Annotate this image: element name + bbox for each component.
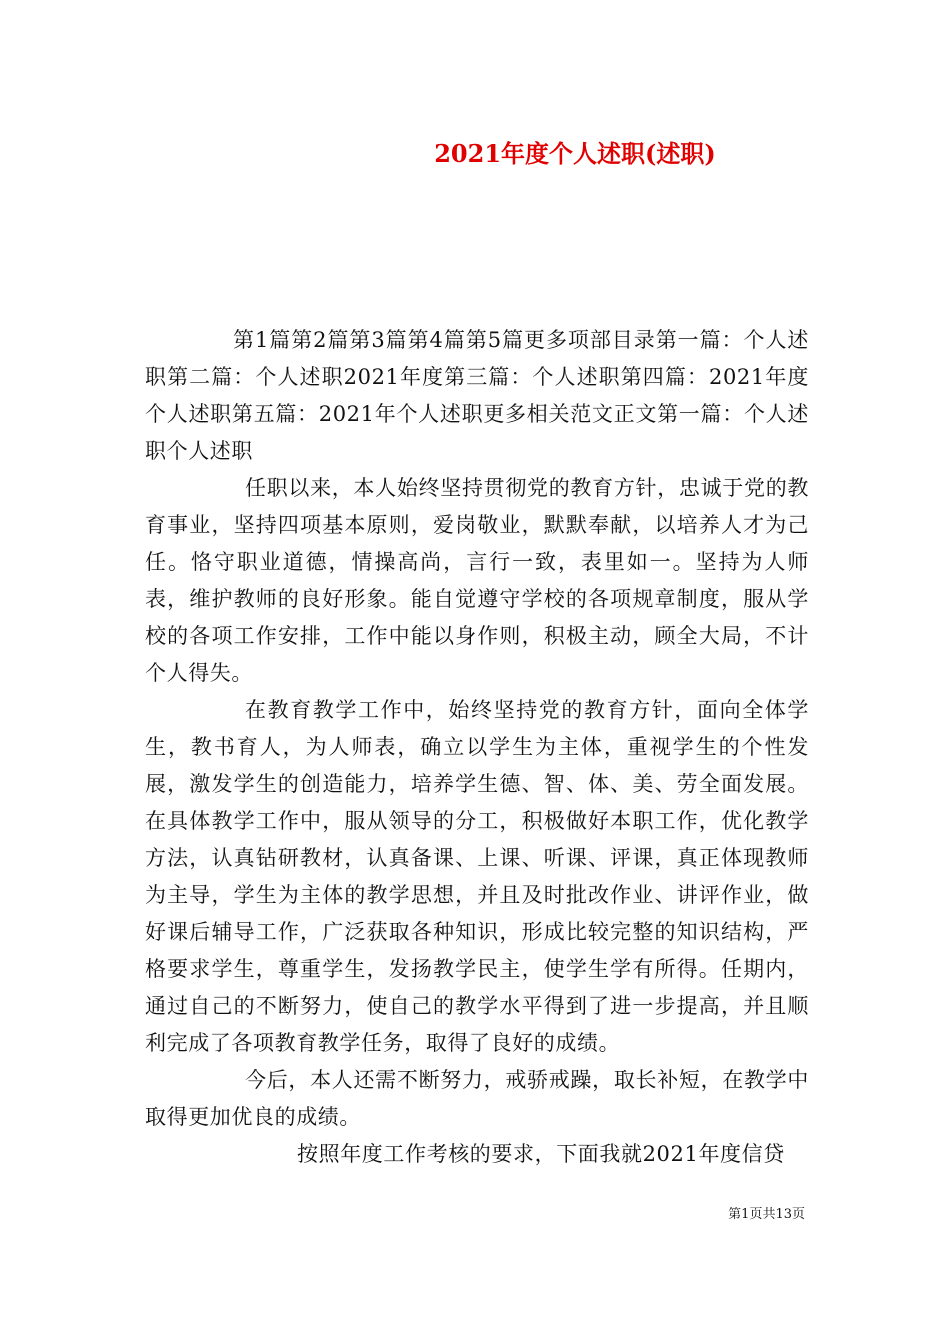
- paragraph-table-of-contents: 第1篇第2篇第3篇第4篇第5篇更多项部目录第一篇：个人述职第二篇：个人述职2021年度第三篇：个人述职第四篇：2021年度个人述职第五篇：2021年个人述职更多相关范文正文第一篇：个人述职个人述职: [145, 328, 809, 463]
- paragraph-3: 今后，本人还需不断努力，戒骄戒躁，取长补短，在教学中取得更加优良的成绩。: [145, 1068, 809, 1129]
- paragraph-2: 在教育教学工作中，始终坚持党的教育方针，面向全体学生，教书育人，为人师表，确立以学生为主体，重视学生的个性发展，激发学生的创造能力，培养学生德、智、体、美、劳全面发展。在具体教学工作中，服从领导的分工，积极做好本职工作，优化教学方法，认真钻研教材，认真备课、上课、听课、评课，真正体现教师为主导，学生为主体的教学思想，并且及时批改作业、讲评作业，做好课后辅导工作，广泛获取各种知识，形成比较完整的知识结构，严格要求学生，尊重学生，发扬教学民主，使学生学有所得。任期内，通过自己的不断努力，使自己的教学水平得到了进一步提高，并且顺利完成了各项教育教学任务，取得了良好的成绩。: [145, 698, 809, 1055]
- document-title: 2021年度个人述职(述职): [434, 139, 716, 168]
- paragraph-1: 任职以来，本人始终坚持贯彻党的教育方针，忠诚于党的教育事业，坚持四项基本原则，爱岗敬业，默默奉献，以培养人才为己任。恪守职业道德，情操高尚，言行一致，表里如一。坚持为人师表，维护教师的良好形象。能自觉遵守学校的各项规章制度，服从学校的各项工作安排，工作中能以身作则，积极主动，顾全大局，不计个人得失。: [145, 476, 809, 685]
- document-body: [145, 322, 809, 1173]
- paragraph-4: 按照年度工作考核的要求，下面我就2021年度信贷: [297, 1142, 785, 1166]
- page-number-footer: 第1页共13页: [728, 1207, 805, 1222]
